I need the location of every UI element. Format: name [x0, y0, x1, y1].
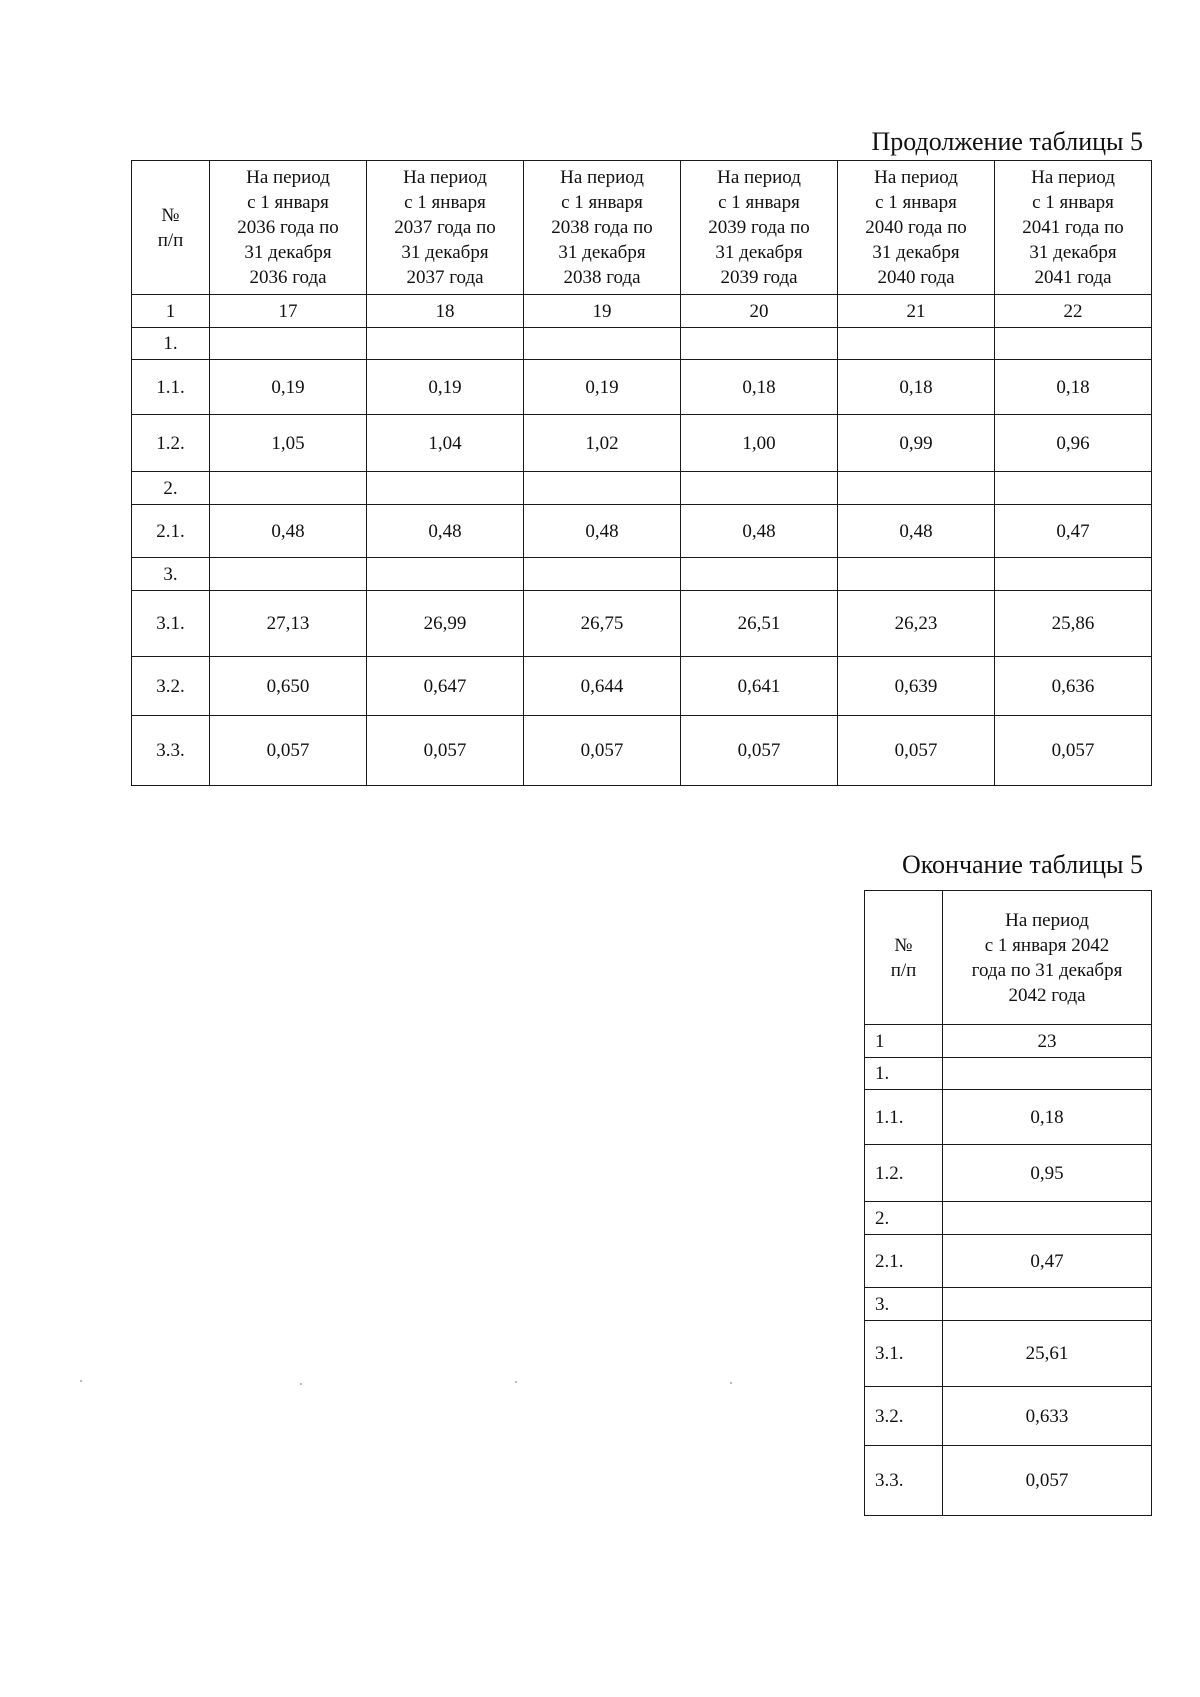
value-cell: 0,644: [524, 657, 681, 716]
value-cell: 0,639: [838, 657, 995, 716]
value-cell: [943, 1202, 1152, 1235]
header-line: 2040 года: [877, 267, 955, 288]
header-line: 2041 года по: [1022, 217, 1124, 238]
header-line: 31 декабря: [244, 242, 332, 263]
value-cell: [838, 472, 995, 505]
index-row: [132, 295, 1152, 328]
value-cell: 0,47: [995, 505, 1152, 558]
value-cell: 25,61: [943, 1321, 1152, 1387]
row-number: 3.1.: [865, 1321, 943, 1387]
header-line: 2037 года: [406, 267, 484, 288]
header-line: На период: [1031, 167, 1115, 188]
index-cell: 21: [838, 295, 995, 328]
row-number: 3.2.: [865, 1387, 943, 1446]
value-cell: 0,057: [995, 716, 1152, 786]
value-cell: [367, 558, 524, 591]
table-row: [132, 328, 1152, 360]
table-row: [865, 1288, 1152, 1321]
value-cell: 0,057: [210, 716, 367, 786]
index-cell: 22: [995, 295, 1152, 328]
table-row: [865, 1321, 1152, 1387]
index-cell: 17: [210, 295, 367, 328]
table-row: [865, 1058, 1152, 1090]
header-line: с 1 января: [561, 192, 643, 213]
value-cell: 1,00: [681, 415, 838, 472]
index-cell: 1: [865, 1025, 943, 1058]
header-num-cell: [865, 891, 943, 1025]
value-cell: [524, 328, 681, 360]
row-number: 2.1.: [865, 1235, 943, 1288]
value-cell: 25,86: [995, 591, 1152, 657]
value-cell: 0,99: [838, 415, 995, 472]
value-cell: 0,48: [681, 505, 838, 558]
table-ending: [864, 890, 1152, 1516]
header-line: 2039 года: [720, 267, 798, 288]
value-cell: [943, 1058, 1152, 1090]
header-period-2037: [367, 161, 524, 295]
value-cell: [210, 558, 367, 591]
header-line: 31 декабря: [401, 242, 489, 263]
header-line: с 1 января: [404, 192, 486, 213]
value-cell: [995, 328, 1152, 360]
value-cell: 26,75: [524, 591, 681, 657]
header-num-cell: [132, 161, 210, 295]
value-cell: 0,47: [943, 1235, 1152, 1288]
row-number: 1.: [865, 1058, 943, 1090]
header-period-2041: [995, 161, 1152, 295]
table2-caption: Окончание таблицы 5: [901, 850, 1143, 879]
table-row: [132, 591, 1152, 657]
header-line: На период: [246, 167, 330, 188]
row-number: 3.3.: [132, 716, 210, 786]
value-cell: 0,18: [838, 360, 995, 415]
header-line: 2041 года: [1034, 267, 1112, 288]
header-period-2039: [681, 161, 838, 295]
row-number: 2.: [132, 472, 210, 505]
index-cell: 23: [943, 1025, 1152, 1058]
value-cell: [210, 472, 367, 505]
value-cell: 0,18: [681, 360, 838, 415]
header-num-symbol: №: [894, 934, 913, 956]
row-number: 1.2.: [865, 1145, 943, 1202]
header-row: [865, 891, 1152, 1025]
header-line: 2040 года по: [865, 217, 967, 238]
header-line: с 1 января: [718, 192, 800, 213]
value-cell: [367, 472, 524, 505]
header-num-symbol: №: [161, 204, 180, 226]
header-line: На период: [560, 167, 644, 188]
value-cell: 1,02: [524, 415, 681, 472]
table1-caption: Продолжение таблицы 5: [871, 127, 1143, 156]
row-number: 1.1.: [865, 1090, 943, 1145]
value-cell: [524, 558, 681, 591]
row-number: 1.2.: [132, 415, 210, 472]
header-line: На период: [403, 167, 487, 188]
value-cell: 26,23: [838, 591, 995, 657]
header-row: [132, 161, 1152, 295]
value-cell: 1,04: [367, 415, 524, 472]
table-row: [132, 657, 1152, 716]
value-cell: 0,48: [210, 505, 367, 558]
row-number: 3.3.: [865, 1446, 943, 1516]
header-line: года по 31 декабря: [971, 959, 1123, 981]
table-row: [132, 472, 1152, 505]
header-line: 2038 года: [563, 267, 641, 288]
row-number: 1.1.: [132, 360, 210, 415]
value-cell: 1,05: [210, 415, 367, 472]
table-row: [865, 1145, 1152, 1202]
table-row: [865, 1387, 1152, 1446]
header-line: с 1 января 2042: [984, 934, 1110, 956]
row-number: 3.: [132, 558, 210, 591]
value-cell: 0,19: [524, 360, 681, 415]
value-cell: 0,641: [681, 657, 838, 716]
header-num-abbr: п/п: [890, 959, 917, 981]
table-row: [132, 716, 1152, 786]
value-cell: [995, 558, 1152, 591]
table-row: [132, 415, 1152, 472]
value-cell: 0,057: [943, 1446, 1152, 1516]
value-cell: 0,18: [995, 360, 1152, 415]
value-cell: 0,48: [524, 505, 681, 558]
table-row: [865, 1235, 1152, 1288]
header-line: 2036 года по: [237, 217, 339, 238]
index-cell: 1: [132, 295, 210, 328]
row-number: 2.: [865, 1202, 943, 1235]
scan-speck: [80, 1380, 82, 1382]
value-cell: 27,13: [210, 591, 367, 657]
index-cell: 19: [524, 295, 681, 328]
value-cell: 0,057: [524, 716, 681, 786]
header-line: 31 декабря: [715, 242, 803, 263]
table-row: [865, 1090, 1152, 1145]
value-cell: 0,647: [367, 657, 524, 716]
row-number: 3.2.: [132, 657, 210, 716]
table-row: [865, 1446, 1152, 1516]
table-row: [132, 505, 1152, 558]
header-line: На период: [1005, 909, 1089, 931]
value-cell: [210, 328, 367, 360]
scan-speck: [515, 1381, 517, 1383]
header-line: 2038 года по: [551, 217, 653, 238]
value-cell: 0,650: [210, 657, 367, 716]
table-continuation: [131, 160, 1152, 786]
header-num-abbr: п/п: [157, 229, 184, 251]
index-cell: 18: [367, 295, 524, 328]
header-line: с 1 января: [875, 192, 957, 213]
header-line: На период: [874, 167, 958, 188]
value-cell: [681, 558, 838, 591]
value-cell: 0,633: [943, 1387, 1152, 1446]
row-number: 1.: [132, 328, 210, 360]
value-cell: [995, 472, 1152, 505]
header-line: с 1 января: [1032, 192, 1114, 213]
row-number: 2.1.: [132, 505, 210, 558]
header-line: На период: [717, 167, 801, 188]
index-row: [865, 1025, 1152, 1058]
value-cell: 26,99: [367, 591, 524, 657]
scan-speck: [300, 1383, 302, 1385]
header-line: 2037 года по: [394, 217, 496, 238]
value-cell: 26,51: [681, 591, 838, 657]
header-line: с 1 января: [247, 192, 329, 213]
table-row: [132, 360, 1152, 415]
value-cell: [681, 472, 838, 505]
value-cell: [681, 328, 838, 360]
header-line: 2039 года по: [708, 217, 810, 238]
header-line: 2036 года: [249, 267, 327, 288]
value-cell: [838, 558, 995, 591]
value-cell: 0,18: [943, 1090, 1152, 1145]
header-period-2042: [943, 891, 1152, 1025]
value-cell: 0,19: [210, 360, 367, 415]
value-cell: 0,48: [838, 505, 995, 558]
header-line: 2042 года: [1008, 984, 1086, 1006]
table-row: [132, 558, 1152, 591]
value-cell: [943, 1288, 1152, 1321]
value-cell: [838, 328, 995, 360]
header-period-2036: [210, 161, 367, 295]
header-line: 31 декабря: [1029, 242, 1117, 263]
value-cell: 0,48: [367, 505, 524, 558]
row-number: 3.: [865, 1288, 943, 1321]
index-cell: 20: [681, 295, 838, 328]
value-cell: [524, 472, 681, 505]
row-number: 3.1.: [132, 591, 210, 657]
header-line: 31 декабря: [558, 242, 646, 263]
header-line: 31 декабря: [872, 242, 960, 263]
value-cell: 0,636: [995, 657, 1152, 716]
value-cell: 0,057: [367, 716, 524, 786]
scan-speck: [730, 1382, 732, 1384]
value-cell: 0,057: [838, 716, 995, 786]
value-cell: 0,057: [681, 716, 838, 786]
value-cell: 0,19: [367, 360, 524, 415]
header-period-2038: [524, 161, 681, 295]
value-cell: 0,96: [995, 415, 1152, 472]
table-row: [865, 1202, 1152, 1235]
value-cell: [367, 328, 524, 360]
header-period-2040: [838, 161, 995, 295]
value-cell: 0,95: [943, 1145, 1152, 1202]
